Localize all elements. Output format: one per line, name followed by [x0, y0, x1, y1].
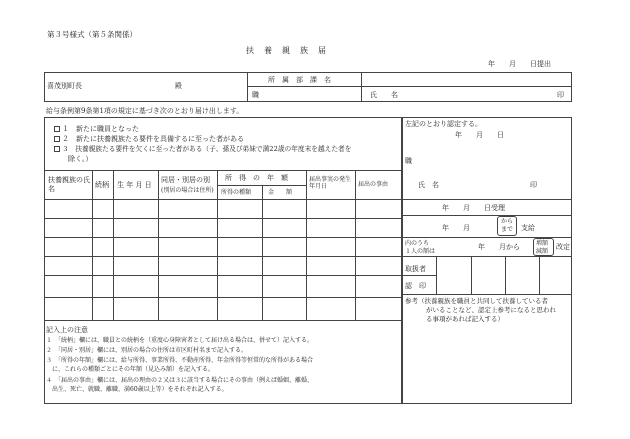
honorific: 殿 [175, 82, 182, 90]
handler-label: 取扱者 [405, 265, 426, 273]
note-4-cont: 出生、死亡、就職、離職、満60歳以上等）をそれぞれ記入する。 [46, 386, 228, 393]
col-income: 所 得 の 年 額 [225, 174, 288, 182]
form-label: 第３号様式（第５条関係） [47, 30, 137, 39]
reason-2: ２ 新たに扶養親族たる要件を具備するに至った者がある [62, 135, 244, 143]
form-title: 扶 養 親 族 届 [246, 46, 327, 55]
job-label: 職 [252, 91, 259, 99]
ref-title: 参考（扶養親族を職員と共同して扶養している者 [405, 297, 548, 305]
col-residence-sub: (別居の場合は住所) [161, 187, 214, 194]
one-from: 年 月から [478, 243, 520, 251]
decrease: 減額 [536, 248, 549, 255]
pay-from: から [501, 218, 514, 225]
reason-3-checkbox[interactable] [54, 146, 60, 152]
pay-to: まで [501, 226, 514, 233]
certify-job: 職 [405, 157, 412, 165]
note-1: １ 「続柄」欄には、職員との続柄を（重度心身障害者として届け出る場合は、併せて）記入する。 [46, 337, 314, 344]
statement: 給与条例第9条第1項の規定に基づき次のとおり届け出します。 [46, 107, 244, 115]
reason-3-cont: 除く。） [68, 155, 93, 163]
note-4: ４ 「届出の事由」欄には、届出の理由の２又は３に該当する場合にその事由（例えば婚姻、離婚、 [46, 377, 314, 384]
reason-2-checkbox[interactable] [54, 136, 60, 142]
seal-label: 印 [557, 91, 564, 99]
certify-text: 左記のとおり認定する。 [405, 120, 482, 128]
reason-1: １ 新たに職員となった [62, 125, 139, 133]
ref-line-2: る事項があれば記入する） [426, 315, 504, 323]
name-label: 氏 名 [370, 91, 398, 99]
col-name: 扶養親族の氏名 [48, 176, 90, 193]
mayor-label: 喜茂別町長 [47, 82, 82, 90]
col-event-date: 届出事実の発生年月日 [309, 176, 352, 190]
reason-3: ３ 扶養親族たる要件を欠くに至った者がある（子、孫及び弟妹で満22歳の年度末を越えた者を [62, 145, 352, 153]
dept-field[interactable] [362, 73, 571, 85]
job-field[interactable] [262, 87, 360, 101]
increase: 増額 [536, 240, 549, 247]
one-person-2: １人の額は [405, 248, 436, 255]
note-3: ３ 「所得の年額」欄には、給与所得、事業所得、不動産所得、年金所得等恒常的な所得がある場合 [46, 357, 314, 364]
col-income-amount: 金 額 [268, 189, 293, 196]
reference-field[interactable] [404, 326, 570, 402]
reason-1-checkbox[interactable] [54, 126, 60, 132]
col-residence: 同居・別居の別 [161, 176, 210, 184]
col-birthdate: 生 年 月 日 [117, 181, 152, 189]
revise: 改定 [556, 243, 570, 251]
certify-seal: 印 [530, 181, 537, 189]
col-income-type: 所得の種類 [221, 189, 252, 196]
one-person-1: 内のうち [405, 240, 430, 247]
pay-label: 支給 [521, 224, 535, 232]
name-field[interactable] [420, 87, 550, 101]
col-event-reason: 届出の事由 [358, 181, 389, 188]
pay-year-month: 年 月 [442, 224, 470, 232]
ref-line-1: がいることなど、認定上参考になると思われ [426, 306, 556, 314]
dept-label: 所 属 部 課 名 [268, 76, 331, 84]
certify-date: 年 月 日 [455, 131, 504, 139]
note-3-cont: に、これらの種類ごとにその年額（見込み額）を記入する。 [46, 366, 215, 373]
notes-title: 記入上の注意 [46, 326, 88, 334]
certify-name: 氏 名 [418, 181, 439, 189]
col-relationship: 続柄 [95, 181, 109, 189]
approver-label: 認 印 [405, 282, 426, 290]
submit-date: 年 月 日提出 [488, 60, 551, 68]
note-2: ２ 「同居・別居」欄には、別居の場合の住所は市区町村名まで記入する。 [46, 347, 248, 354]
receipt-date: 年 月 日受理 [442, 204, 505, 212]
